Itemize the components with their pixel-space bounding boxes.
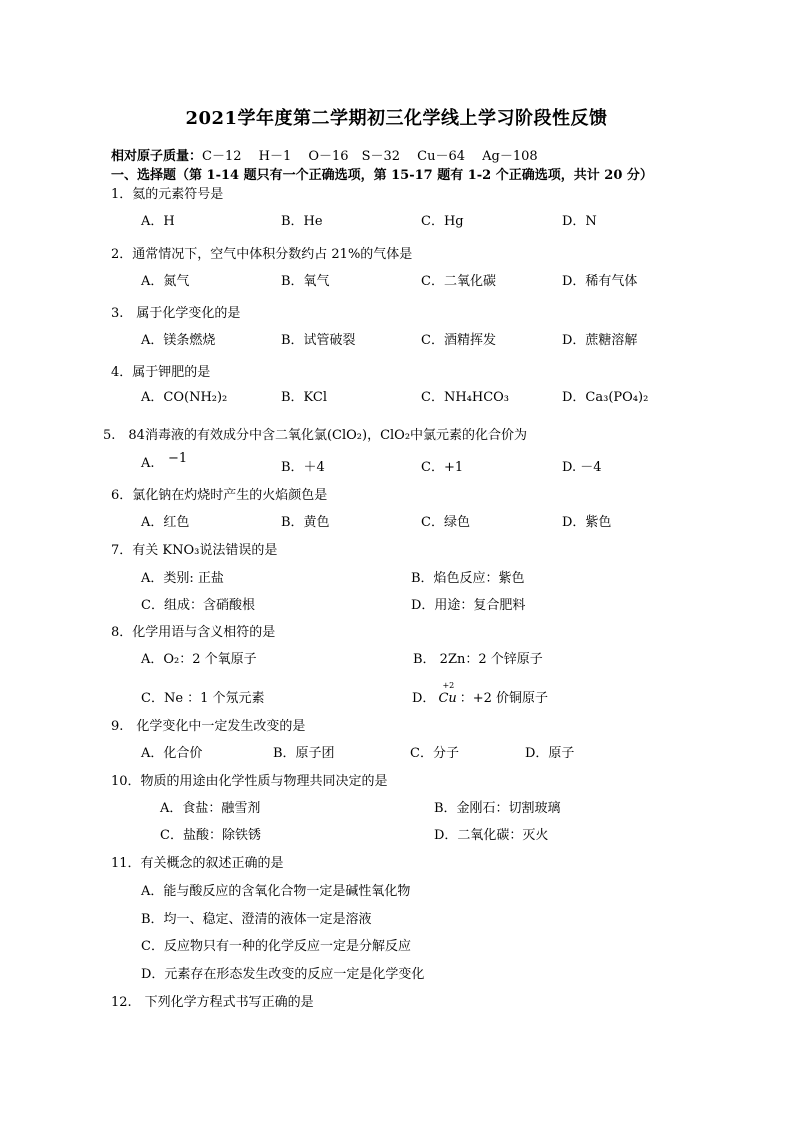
option-a: A．红色: [141, 515, 190, 530]
option-a: A．食盐：融雪剂: [160, 801, 261, 816]
option-c: C．盐酸：除铁锈: [160, 828, 261, 843]
question-stem: 10．物质的用途由化学性质与物理共同决定的是: [111, 774, 388, 789]
question-stem: 2．通常情况下，空气中体积分数约占 21%的气体是: [111, 247, 413, 262]
option-a: A．氮气: [141, 274, 190, 289]
option-d: D. －4: [562, 460, 602, 475]
option-c: C．绿色: [421, 515, 470, 530]
atomic-masses: [111, 145, 538, 164]
option-a: A．能与酸反应的含氧化合物一定是碱性氧化物: [141, 884, 411, 899]
question-stem: 1．氦的元素符号是: [111, 187, 224, 202]
option-c: C．二氧化碳: [421, 274, 496, 289]
question-stem: 12. 下列化学方程式书写正确的是: [111, 995, 314, 1010]
option-c: C．NH₄HCO₃: [421, 390, 510, 405]
option-d: D．Ca₃(PO₄)₂: [562, 390, 649, 405]
option-d: D．用途：复合肥料: [411, 598, 526, 613]
option-c: C．Hg: [421, 214, 464, 229]
atomic-masses-values: C－12 H－1 O－16 S－32 Cu－64 Ag－108: [202, 149, 538, 164]
question-stem: 4．属于钾肥的是: [111, 365, 211, 380]
option-b: B．试管破裂: [281, 333, 356, 348]
option-b: B．He: [281, 214, 323, 229]
copper-symbol: [438, 681, 457, 706]
option-b: B．黄色: [281, 515, 330, 530]
question-stem: 8．化学用语与含义相符的是: [111, 625, 276, 640]
section-heading: 一、选择题（第 1-14 题只有一个正确选项，第 15-17 题有 1-2 个正确选项，共计 20 分）: [111, 168, 653, 183]
option-c: C．反应物只有一种的化学反应一定是分解反应: [141, 939, 411, 954]
option-c: C．+1: [421, 460, 464, 475]
option-b: B．＋4: [281, 460, 325, 475]
option-b: B．均一、稳定、澄清的液体一定是溶液: [141, 912, 372, 927]
question-stem: 5. 84消毒液的有效成分中含二氧化氯(ClO₂)，ClO₂中氯元素的化合价为: [103, 428, 528, 443]
option-a: A．类别: 正盐: [141, 571, 224, 586]
option-d-text: ：+2 价铜原子: [459, 691, 549, 706]
option-d-letter: D．: [412, 691, 436, 706]
option-d: D．二氧化碳：灭火: [434, 828, 549, 843]
option-b: B．金刚石：切割玻璃: [434, 801, 561, 816]
atomic-masses-label: 相对原子质量：: [111, 149, 203, 164]
option-a: A．O₂：2 个氧原子: [141, 652, 257, 667]
question-stem: 3. 属于化学变化的是: [111, 306, 241, 321]
option-a: A．CO(NH₂)₂: [141, 390, 228, 405]
page-title: 2021学年度第二学期初三化学线上学习阶段性反馈: [185, 108, 608, 129]
option-d: D．N: [562, 214, 597, 229]
copper-text: Cu: [438, 691, 457, 706]
option-d: D．蔗糖溶解: [562, 333, 638, 348]
question-stem: 6．氯化钠在灼烧时产生的火焰颜色是: [111, 488, 328, 503]
option-d: D．原子: [525, 746, 575, 761]
option-b: B．KCl: [281, 390, 328, 405]
option-c: C．Ne ：1 个氖元素: [141, 691, 265, 706]
option-d: D．紫色: [562, 515, 612, 530]
option-a-value: −1: [168, 451, 188, 466]
option-d: D．元素存在形态发生改变的反应一定是化学变化: [141, 967, 425, 982]
option-a: A．镁条燃烧: [141, 333, 216, 348]
option-a: A．化合价: [141, 746, 203, 761]
option-c: C．组成：含硝酸根: [141, 598, 255, 613]
question-stem: 9. 化学变化中一定发生改变的是: [111, 719, 306, 734]
option-a: A．H: [141, 214, 175, 229]
option-b: B．氧气: [281, 274, 330, 289]
valence-mark: +2: [442, 681, 455, 690]
option-d: D．稀有气体: [562, 274, 638, 289]
option-c: C．酒精挥发: [421, 333, 496, 348]
option-a: A.: [141, 456, 155, 471]
question-stem: 11．有关概念的叙述正确的是: [111, 856, 284, 871]
option-b: B． 2Zn：2 个锌原子: [413, 652, 543, 667]
question-stem: 7．有关 KNO₃说法错误的是: [111, 543, 278, 558]
option-d: [412, 681, 549, 706]
option-c: C．分子: [410, 746, 459, 761]
option-b: B．焰色反应：紫色: [411, 571, 525, 586]
option-b: B．原子团: [273, 746, 335, 761]
